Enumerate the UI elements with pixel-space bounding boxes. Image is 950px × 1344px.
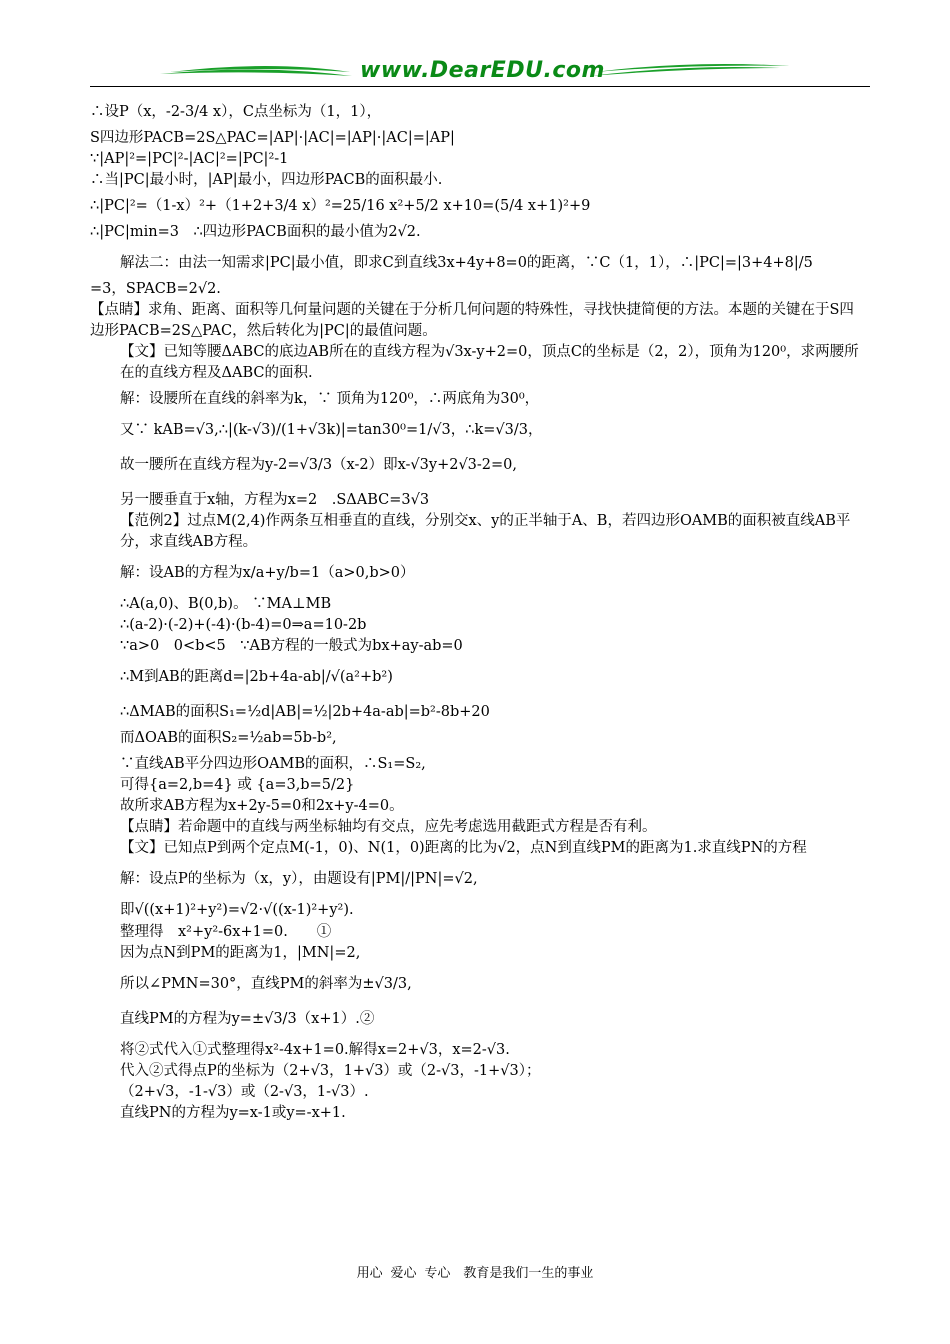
text-line: 所以∠PMN=30°，直线PM的斜率为±√3/3, [120, 975, 412, 992]
text-line: ∵a>0 0<b<5 ∵AB方程的一般式为bx+ay-ab=0 [120, 638, 463, 655]
text-line: 直线PM的方程为y=±√3/3（x+1）.② [120, 1010, 375, 1027]
text-line: 【点睛】求角、距离、面积等几何量问题的关键在于分析几何问题的特殊性，寻找快捷简便的方法。本题的关键在于S四边形PACB=2S△PAC，然后转化为|PC|的最值问题。 [90, 302, 854, 340]
page-header [90, 58, 870, 90]
text-line: ∴A(a,0)、B(0,b)。 ∵MA⊥MB [120, 596, 332, 613]
document-body [90, 102, 865, 1124]
text-line: 【点睛】若命题中的直线与两坐标轴均有交点，应先考虑选用截距式方程是否有利。 [120, 819, 657, 836]
text-line: 故所求AB方程为x+2y-5=0和2x+y-4=0。 [120, 798, 404, 815]
text-line: =3，SPACB=2√2. [90, 281, 221, 298]
text-line: 【文】已知等腰ΔABC的底边AB所在的直线方程为√3x-y+2=0，顶点C的坐标是（2，2），顶角为120⁰，求两腰所在的直线方程及ΔABC的面积. [120, 344, 859, 382]
text-line: ∵|AP|²=|PC|²-|AC|²=|PC|²-1 [90, 151, 289, 168]
text-line: 即√((x+1)²+y²)=√2·√((x-1)²+y²). [120, 902, 354, 919]
text-line: 解法二：由法一知需求|PC|最小值，即求C到直线3x+4y+8=0的距离，∵C（1，1），∴|PC|=|3+4+8|/5 [120, 255, 813, 272]
text-line: ∴设P（x，-2-3/4 x），C点坐标为（1，1）， [90, 104, 382, 120]
header-rule [90, 86, 870, 87]
text-line: 代入②式得点P的坐标为（2+√3，1+√3）或（2-√3，-1+√3）； [120, 1062, 541, 1079]
text-line: 将②式代入①式整理得x²-4x+1=0.解得x=2+√3，x=2-√3. [120, 1041, 510, 1058]
text-line: 【文】已知点P到两个定点M(-1，0)、N(1，0)距离的比为√2，点N到直线PM的距离为1.求直线PN的方程 [120, 840, 807, 857]
text-line: 又∵ kAB=√3,∴|(k-√3)/(1+√3k)|=tan30⁰=1/√3，∴k=√3/3， [120, 422, 543, 439]
text-line: ∴当|PC|最小时，|AP|最小，四边形PACB的面积最小. [90, 172, 443, 189]
text-line: S四边形PACB=2S△PAC=|AP|·|AC|=|AP|·|AC|=|AP| [90, 130, 455, 147]
text-line: 【范例2】过点M(2,4)作两条互相垂直的直线，分别交x、y的正半轴于A、B，若四边形OAMB的面积被直线AB平分，求直线AB方程。 [120, 513, 851, 551]
text-line: 可得{a=2,b=4} 或 {a=3,b=5/2} [120, 777, 355, 794]
page-footer: 用心 爱心 专心 教育是我们一生的事业 [356, 1266, 594, 1281]
text-line: 整理得 x²+y²-6x+1=0. ① [120, 923, 332, 940]
text-line: ∴M到AB的距离d=|2b+4a-ab|/√(a²+b²) [120, 669, 393, 686]
text-line: ∴|PC|²=（1-x）²+（1+2+3/4 x）²=25/16 x²+5/2 x+10=(5/4 x+1)²+9 [90, 198, 591, 215]
text-line: 故一腰所在直线方程为y-2=√3/3（x-2）即x-√3y+2√3-2=0, [120, 457, 518, 474]
text-line: 直线PN的方程为y=x-1或y=-x+1. [120, 1104, 346, 1121]
text-line: ∴|PC|min=3 ∴四边形PACB面积的最小值为2√2. [90, 224, 421, 241]
text-line: （2+√3，-1-√3）或（2-√3，1-√3）. [120, 1083, 369, 1100]
text-line: 因为点N到PM的距离为1，|MN|=2, [120, 944, 361, 961]
site-logo: www.DearEDU.com [360, 58, 605, 83]
text-line: ∴ΔMAB的面积S₁=½d|AB|=½|2b+4a-ab|=b²-8b+20 [120, 704, 490, 721]
text-line: 而ΔOAB的面积S₂=½ab=5b-b², [120, 730, 337, 747]
text-line: 解：设腰所在直线的斜率为k，∵ 顶角为120⁰，∴两底角为30⁰， [120, 391, 540, 408]
text-line: 解：设AB的方程为x/a+y/b=1（a>0,b>0） [120, 565, 415, 582]
text-line: ∵直线AB平分四边形OAMB的面积，∴S₁=S₂, [120, 756, 426, 773]
text-line: 另一腰垂直于x轴，方程为x=2 .SΔABC=3√3 [120, 492, 430, 509]
text-line: ∴(a-2)·(-2)+(-4)·(b-4)=0⇒a=10-2b [120, 617, 367, 634]
text-line: 解：设点P的坐标为（x，y），由题设有|PM|/|PN|=√2, [120, 871, 478, 888]
